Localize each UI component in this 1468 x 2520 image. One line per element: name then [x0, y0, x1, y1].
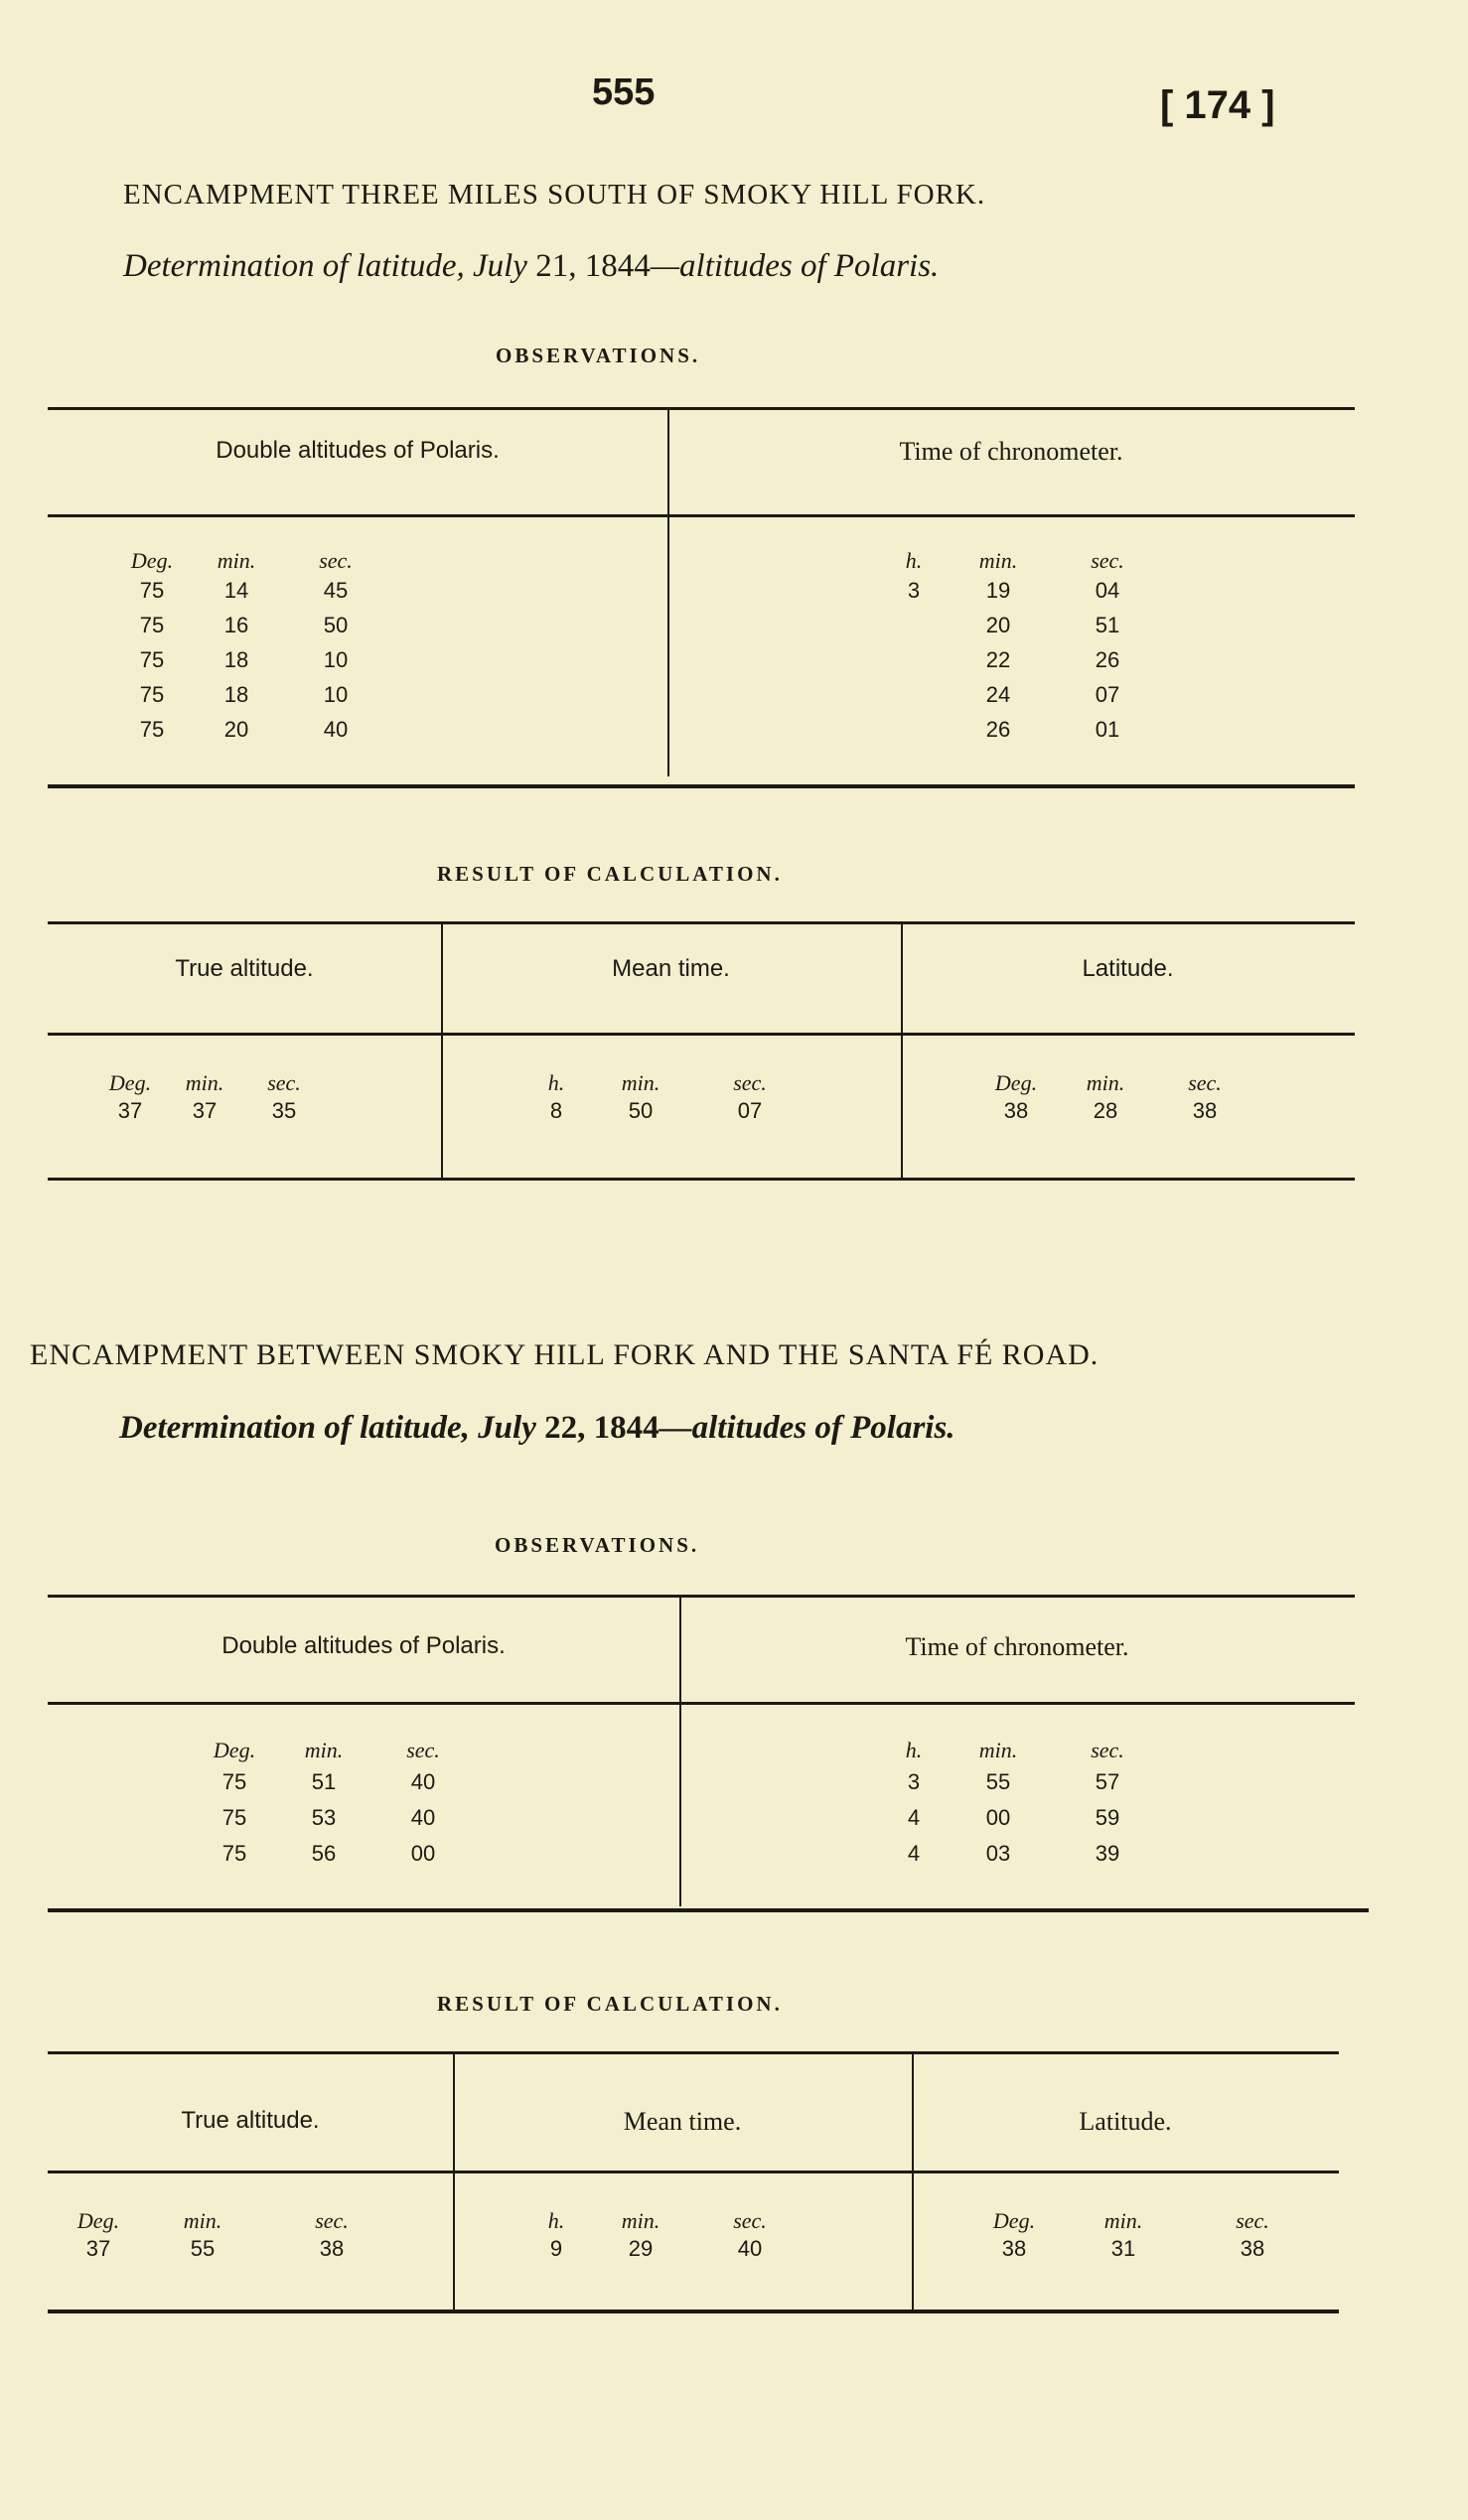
table-rule — [48, 1033, 1355, 1036]
section1-time-values — [884, 578, 1162, 743]
unit-min: min. — [621, 1070, 661, 1095]
section1-determination — [123, 248, 939, 285]
section1-result-header-mean-time: Mean time. — [612, 955, 730, 982]
bracket-page-number: [ 174 ] — [1160, 83, 1275, 127]
section2-result-mean-time-units — [526, 2208, 805, 2234]
section2-determination — [119, 1410, 955, 1447]
alt-sec: 45 — [323, 578, 349, 603]
time-h — [884, 717, 944, 743]
time-min: 03 — [985, 1841, 1011, 1866]
column-divider — [453, 2053, 455, 2311]
unit-min: min. — [183, 2208, 222, 2233]
time-h: 3 — [907, 1769, 921, 1794]
alt-min: 18 — [223, 682, 249, 707]
section2-result-title: RESULT OF CALCULATION. — [437, 1992, 783, 2016]
unit-sec: sec. — [319, 548, 353, 573]
table-row — [195, 1805, 473, 1831]
table-row — [195, 1769, 473, 1795]
time-sec: 01 — [1095, 717, 1120, 742]
table-row — [884, 647, 1162, 673]
alt-deg: 75 — [139, 578, 165, 603]
value-deg: 38 — [1003, 1098, 1029, 1123]
time-min: 00 — [985, 1805, 1011, 1830]
alt-min: 51 — [311, 1769, 337, 1794]
section2-determination-date: 22, 1844 — [544, 1410, 660, 1446]
unit-h: h. — [547, 1070, 565, 1095]
unit-sec: sec. — [1188, 1070, 1222, 1095]
unit-sec: sec. — [1091, 1738, 1124, 1762]
unit-min: min. — [621, 2208, 661, 2233]
section2-result-altitude-values — [64, 2236, 391, 2262]
value-min: 37 — [192, 1098, 218, 1123]
value-deg: 38 — [1001, 2236, 1027, 2261]
alt-sec: 10 — [323, 682, 349, 707]
alt-deg: 75 — [221, 1805, 247, 1830]
unit-deg: Deg. — [994, 1070, 1038, 1095]
column-divider — [912, 2053, 914, 2311]
section1-result-mean-time-values — [526, 1098, 805, 1124]
page-number: 555 — [592, 71, 656, 113]
unit-sec: sec. — [1091, 548, 1124, 573]
table-row — [117, 578, 385, 604]
section1-determination-prefix: Determination of latitude, July — [123, 248, 527, 284]
time-sec: 57 — [1095, 1769, 1120, 1794]
value-deg: 37 — [117, 1098, 143, 1123]
unit-sec: sec. — [733, 1070, 767, 1095]
section1-determination-date: 21, 1844 — [535, 248, 651, 284]
unit-h: h. — [905, 548, 923, 573]
section2-determination-prefix: Determination of latitude, July — [119, 1410, 536, 1446]
value-sec: 38 — [1192, 1098, 1218, 1123]
table-row — [117, 682, 385, 708]
table-row — [117, 613, 385, 638]
table-row — [884, 613, 1162, 638]
unit-deg: Deg. — [108, 1070, 152, 1095]
alt-sec: 10 — [323, 647, 349, 672]
time-sec: 26 — [1095, 647, 1120, 672]
section1-obs-header-time: Time of chronometer. — [899, 437, 1123, 466]
time-h — [884, 647, 944, 673]
time-min: 22 — [985, 647, 1011, 672]
value-min: 29 — [628, 2236, 654, 2261]
section2-obs-header-time: Time of chronometer. — [905, 1632, 1129, 1661]
section1-determination-suffix: —altitudes of Polaris. — [650, 248, 940, 284]
unit-min: min. — [978, 1738, 1018, 1762]
table-row — [117, 647, 385, 673]
value-min: 28 — [1093, 1098, 1118, 1123]
value-sec: 40 — [737, 2236, 763, 2261]
section2-result-header-mean-time: Mean time. — [623, 2107, 742, 2136]
table-rule — [48, 921, 1355, 924]
table-rule — [48, 1178, 1355, 1181]
section1-alt-values — [117, 578, 385, 743]
time-min: 24 — [985, 682, 1011, 707]
unit-deg: Deg. — [213, 1738, 256, 1762]
table-row — [884, 717, 1162, 743]
alt-sec: 00 — [410, 1841, 436, 1866]
section2-alt-values — [195, 1769, 473, 1867]
section2-time-values — [884, 1769, 1162, 1867]
unit-min: min. — [1086, 1070, 1125, 1095]
time-sec: 59 — [1095, 1805, 1120, 1830]
table-row — [884, 1769, 1162, 1795]
table-rule — [48, 514, 1355, 517]
section1-result-header-altitude: True altitude. — [175, 955, 314, 982]
unit-min: min. — [978, 548, 1018, 573]
section2-obs-header-altitudes: Double altitudes of Polaris. — [221, 1632, 506, 1659]
unit-h: h. — [547, 2208, 565, 2233]
value-sec: 38 — [319, 2236, 345, 2261]
alt-deg: 75 — [139, 613, 165, 637]
section2-time-units-row — [884, 1738, 1162, 1763]
value-min: 31 — [1110, 2236, 1136, 2261]
value-min: 55 — [190, 2236, 216, 2261]
value-deg: 37 — [85, 2236, 111, 2261]
value-sec: 35 — [271, 1098, 297, 1123]
section1-alt-units-row — [117, 548, 385, 574]
unit-deg: Deg. — [992, 2208, 1036, 2233]
table-rule — [48, 2310, 1339, 2313]
section1-observations-title: OBSERVATIONS. — [496, 344, 701, 367]
table-rule — [48, 407, 1355, 410]
table-rule — [48, 2170, 1339, 2173]
alt-deg: 75 — [221, 1841, 247, 1866]
section1-result-mean-time-units — [526, 1070, 805, 1096]
section1-heading: ENCAMPMENT THREE MILES SOUTH OF SMOKY HILL FORK. — [123, 179, 986, 210]
alt-min: 53 — [311, 1805, 337, 1830]
value-h: 8 — [549, 1098, 563, 1123]
time-h — [884, 682, 944, 708]
section2-result-header-latitude: Latitude. — [1079, 2107, 1172, 2136]
alt-min: 14 — [223, 578, 249, 603]
section1-result-altitude-units — [95, 1070, 324, 1096]
alt-sec: 40 — [323, 717, 349, 742]
time-min: 20 — [985, 613, 1011, 637]
time-h — [884, 613, 944, 638]
section2-determination-suffix: —altitudes of Polaris. — [659, 1410, 955, 1446]
time-min: 55 — [985, 1769, 1011, 1794]
section2-result-altitude-units — [64, 2208, 391, 2234]
unit-min: min. — [1103, 2208, 1143, 2233]
table-row — [884, 682, 1162, 708]
value-sec: 07 — [737, 1098, 763, 1123]
time-sec: 04 — [1095, 578, 1120, 603]
section2-alt-units-row — [195, 1738, 473, 1763]
section2-result-header-altitude: True altitude. — [181, 2107, 320, 2134]
unit-sec: sec. — [1236, 2208, 1269, 2233]
value-sec: 38 — [1240, 2236, 1265, 2261]
unit-sec: sec. — [267, 1070, 301, 1095]
table-rule — [48, 784, 1355, 788]
unit-min: min. — [217, 548, 256, 573]
time-sec: 39 — [1095, 1841, 1120, 1866]
alt-deg: 75 — [139, 717, 165, 742]
alt-deg: 75 — [139, 647, 165, 672]
section2-result-latitude-units — [979, 2208, 1307, 2234]
time-min: 19 — [985, 578, 1011, 603]
unit-sec: sec. — [733, 2208, 767, 2233]
time-sec: 51 — [1095, 613, 1120, 637]
unit-deg: Deg. — [76, 2208, 120, 2233]
table-row — [884, 1805, 1162, 1831]
section2-result-latitude-values — [979, 2236, 1307, 2262]
unit-sec: sec. — [315, 2208, 349, 2233]
alt-deg: 75 — [221, 1769, 247, 1794]
table-rule — [48, 1595, 1355, 1598]
time-min: 26 — [985, 717, 1011, 742]
table-rule — [48, 2051, 1339, 2054]
alt-min: 56 — [311, 1841, 337, 1866]
section2-heading: ENCAMPMENT BETWEEN SMOKY HILL FORK AND THE SANTA FÉ ROAD. — [30, 1338, 1100, 1371]
section1-result-title: RESULT OF CALCULATION. — [437, 862, 783, 886]
value-h: 9 — [549, 2236, 563, 2261]
time-sec: 07 — [1095, 682, 1120, 707]
alt-sec: 40 — [410, 1769, 436, 1794]
section1-result-altitude-values — [95, 1098, 324, 1124]
alt-min: 18 — [223, 647, 249, 672]
alt-sec: 50 — [323, 613, 349, 637]
section1-time-units-row — [884, 548, 1162, 574]
table-row — [884, 578, 1162, 604]
alt-min: 16 — [223, 613, 249, 637]
section1-result-header-latitude: Latitude. — [1082, 955, 1174, 982]
unit-sec: sec. — [406, 1738, 440, 1762]
table-rule — [48, 1908, 1369, 1912]
section1-result-latitude-values — [981, 1098, 1249, 1124]
value-min: 50 — [628, 1098, 654, 1123]
section2-result-mean-time-values — [526, 2236, 805, 2262]
section1-result-latitude-units — [981, 1070, 1249, 1096]
table-row — [195, 1841, 473, 1867]
time-h: 4 — [907, 1841, 921, 1866]
unit-min: min. — [304, 1738, 344, 1762]
unit-deg: Deg. — [130, 548, 174, 573]
time-h: 4 — [907, 1805, 921, 1830]
alt-deg: 75 — [139, 682, 165, 707]
table-row — [884, 1841, 1162, 1867]
unit-h: h. — [905, 1738, 923, 1762]
alt-min: 20 — [223, 717, 249, 742]
table-rule — [48, 1702, 1355, 1705]
table-row — [117, 717, 385, 743]
alt-sec: 40 — [410, 1805, 436, 1830]
section2-observations-title: OBSERVATIONS. — [495, 1533, 700, 1557]
unit-min: min. — [185, 1070, 224, 1095]
time-h: 3 — [907, 578, 921, 603]
section1-obs-header-altitudes: Double altitudes of Polaris. — [216, 437, 500, 464]
